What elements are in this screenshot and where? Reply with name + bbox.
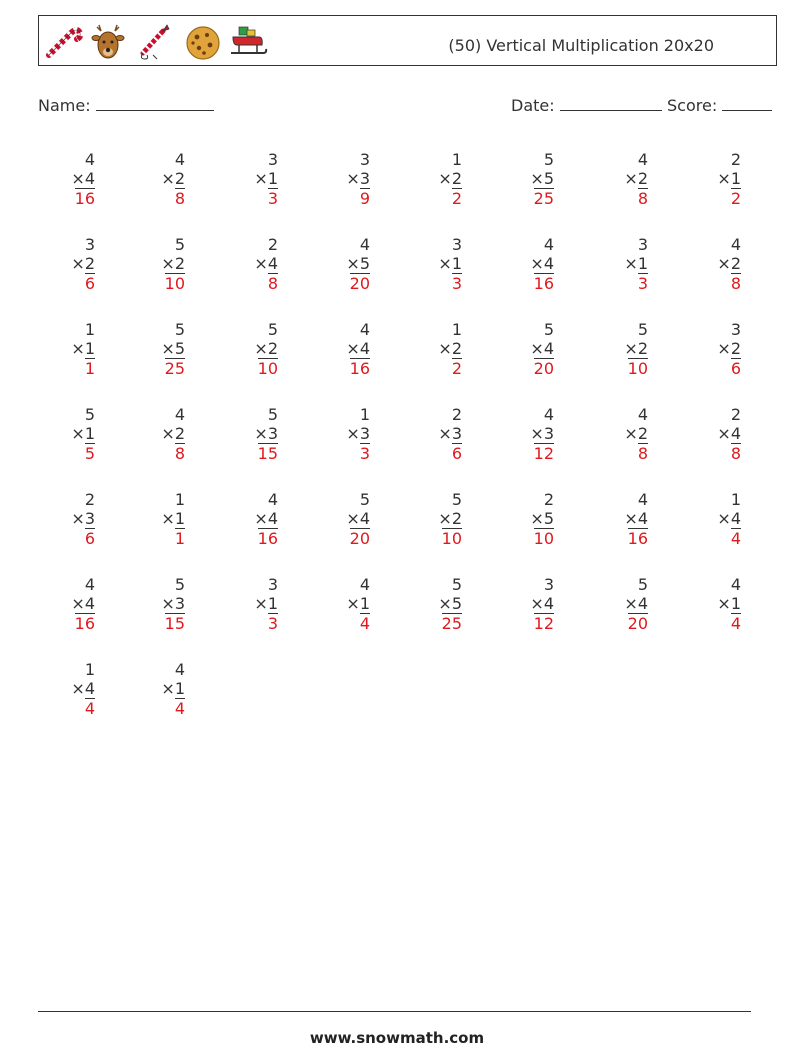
answer-wrap [228,188,278,208]
answer[interactable]: 4 [730,529,741,548]
problem-6 [504,150,554,208]
answer-wrap [412,273,462,293]
answer-wrap [45,613,95,633]
multiplier: ×5 [530,169,554,188]
multiplicand: 5 [451,575,462,594]
multiplier: ×2 [161,424,185,443]
problem-23 [598,320,648,378]
problem-38 [504,490,554,548]
answer-wrap [320,188,370,208]
problem-42 [135,575,185,633]
multiplier: ×1 [717,169,741,188]
answer[interactable]: 8 [730,274,741,293]
problem-15 [598,235,648,293]
answer[interactable]: 12 [533,444,554,463]
answer-wrap [598,273,648,293]
multiplicand: 2 [267,235,278,254]
multiplier: ×4 [624,594,648,613]
multiplicand: 2 [730,150,741,169]
problem-2 [135,150,185,208]
multiplicand: 4 [174,660,185,679]
problem-9 [45,235,95,293]
multiplicand: 1 [730,490,741,509]
answer[interactable]: 4 [730,614,741,633]
answer-wrap [504,528,554,548]
multiplicand: 5 [174,320,185,339]
answer-wrap [45,443,95,463]
multiplicand: 4 [359,575,370,594]
multiplier: ×1 [346,594,370,613]
problem-8 [691,150,741,208]
answer-wrap [691,188,741,208]
answer[interactable]: 4 [359,614,370,633]
answer-wrap [228,443,278,463]
problem-12 [320,235,370,293]
answer[interactable]: 10 [627,359,648,378]
answer-wrap [320,358,370,378]
answer[interactable]: 6 [730,359,741,378]
footer-divider [38,1011,751,1012]
multiplicand: 3 [637,235,648,254]
multiplier: ×1 [717,594,741,613]
multiplicand: 3 [359,150,370,169]
answer-wrap [228,358,278,378]
multiplier: ×4 [530,339,554,358]
answer[interactable]: 8 [637,189,648,208]
multiplicand: 5 [543,150,554,169]
answer[interactable]: 25 [441,614,462,633]
problem-1 [45,150,95,208]
answer-wrap [504,188,554,208]
multiplicand: 5 [84,405,95,424]
answer-wrap [412,188,462,208]
problem-45 [412,575,462,633]
answer[interactable]: 10 [441,529,462,548]
firework-rocket-icon [135,23,173,61]
answer-wrap [135,273,185,293]
score-blank[interactable] [722,93,772,111]
answer[interactable]: 20 [627,614,648,633]
multiplier: ×3 [71,509,95,528]
answer-wrap [135,528,185,548]
problem-32 [691,405,741,463]
multiplier: ×1 [438,254,462,273]
answer-wrap [135,188,185,208]
answer-wrap [598,188,648,208]
answer[interactable]: 20 [349,274,370,293]
multiplicand: 4 [730,575,741,594]
problem-14 [504,235,554,293]
answer[interactable]: 10 [164,274,185,293]
multiplier: ×2 [438,509,462,528]
multiplier: ×2 [624,424,648,443]
multiplicand: 5 [174,575,185,594]
multiplier: ×2 [624,339,648,358]
answer-wrap [598,443,648,463]
multiplicand: 1 [84,320,95,339]
answer[interactable]: 15 [164,614,185,633]
date-field[interactable] [511,93,662,115]
answer-wrap [412,358,462,378]
multiplicand: 2 [730,405,741,424]
answer-wrap [45,188,95,208]
answer[interactable]: 16 [533,274,554,293]
answer-wrap [504,273,554,293]
score-field[interactable] [667,93,772,115]
answer-wrap [412,443,462,463]
multiplicand: 3 [267,150,278,169]
multiplicand: 3 [84,235,95,254]
answer-wrap [598,358,648,378]
multiplier: ×3 [530,424,554,443]
answer[interactable]: 16 [74,189,95,208]
multiplier: ×2 [438,169,462,188]
multiplicand: 5 [451,490,462,509]
multiplier: ×2 [161,254,185,273]
multiplicand: 1 [451,320,462,339]
problem-37 [412,490,462,548]
answer-wrap [691,273,741,293]
footer-website: www.snowmath.com [309,1029,485,1047]
answer-wrap [691,613,741,633]
multiplier: ×4 [530,594,554,613]
multiplicand: 5 [359,490,370,509]
answer-wrap [135,443,185,463]
multiplier: ×3 [254,424,278,443]
problem-4 [320,150,370,208]
problem-33 [45,490,95,548]
name-field[interactable] [38,93,214,115]
answer[interactable]: 8 [267,274,278,293]
name-blank[interactable] [96,93,214,111]
answer[interactable]: 8 [637,444,648,463]
candy-cane-icon [43,23,83,61]
answer[interactable]: 2 [451,359,462,378]
answer[interactable]: 4 [84,699,95,718]
answer-wrap [320,613,370,633]
multiplier: ×1 [624,254,648,273]
problem-50 [135,660,185,718]
multiplicand: 4 [359,320,370,339]
problem-46 [504,575,554,633]
multiplicand: 3 [730,320,741,339]
answer[interactable]: 16 [627,529,648,548]
answer[interactable]: 3 [359,444,370,463]
answer-wrap [691,443,741,463]
answer[interactable]: 2 [451,189,462,208]
problem-16 [691,235,741,293]
answer-wrap [228,613,278,633]
multiplicand: 4 [174,150,185,169]
answer-wrap [504,358,554,378]
problem-48 [691,575,741,633]
multiplier: ×1 [71,424,95,443]
multiplicand: 1 [359,405,370,424]
multiplicand: 1 [174,490,185,509]
answer-wrap [691,358,741,378]
answer[interactable]: 4 [174,699,185,718]
multiplier: ×1 [161,509,185,528]
reindeer-icon [91,23,125,61]
answer[interactable]: 6 [84,529,95,548]
answer[interactable]: 16 [74,614,95,633]
problem-34 [135,490,185,548]
multiplier: ×5 [438,594,462,613]
problem-36 [320,490,370,548]
multiplier: ×4 [254,509,278,528]
multiplicand: 4 [267,490,278,509]
answer-wrap [135,698,185,718]
multiplicand: 4 [637,490,648,509]
multiplicand: 3 [267,575,278,594]
problem-39 [598,490,648,548]
answer[interactable]: 6 [451,444,462,463]
answer-wrap [320,273,370,293]
multiplicand: 2 [84,490,95,509]
multiplier: ×4 [254,254,278,273]
multiplier: ×5 [530,509,554,528]
problem-49 [45,660,95,718]
multiplier: ×4 [346,339,370,358]
answer[interactable]: 20 [533,359,554,378]
multiplicand: 4 [174,405,185,424]
problem-22 [504,320,554,378]
answer-wrap [412,528,462,548]
answer-wrap [598,528,648,548]
multiplier: ×4 [717,509,741,528]
multiplier: ×4 [71,594,95,613]
problem-40 [691,490,741,548]
multiplicand: 1 [451,150,462,169]
multiplicand: 3 [543,575,554,594]
answer[interactable]: 3 [267,614,278,633]
multiplicand: 4 [84,575,95,594]
problem-31 [598,405,648,463]
multiplier: ×4 [530,254,554,273]
answer-wrap [45,358,95,378]
multiplier: ×4 [71,169,95,188]
problem-3 [228,150,278,208]
problem-25 [45,405,95,463]
multiplicand: 1 [84,660,95,679]
multiplier: ×4 [71,679,95,698]
answer[interactable]: 3 [451,274,462,293]
answer[interactable]: 12 [533,614,554,633]
multiplicand: 4 [637,150,648,169]
multiplier: ×2 [624,169,648,188]
multiplier: ×3 [438,424,462,443]
problem-47 [598,575,648,633]
multiplier: ×4 [717,424,741,443]
answer-wrap [45,528,95,548]
multiplicand: 4 [730,235,741,254]
answer[interactable]: 15 [257,444,278,463]
multiplicand: 5 [637,575,648,594]
multiplier: ×3 [161,594,185,613]
multiplier: ×2 [438,339,462,358]
answer[interactable]: 9 [359,189,370,208]
answer-wrap [45,273,95,293]
answer[interactable]: 10 [257,359,278,378]
date-blank[interactable] [560,93,662,111]
answer-wrap [320,443,370,463]
problem-10 [135,235,185,293]
multiplicand: 2 [543,490,554,509]
answer-wrap [320,528,370,548]
multiplier: ×5 [346,254,370,273]
answer[interactable]: 3 [267,189,278,208]
multiplier: ×2 [717,339,741,358]
multiplicand: 5 [174,235,185,254]
multiplier: ×4 [624,509,648,528]
problem-44 [320,575,370,633]
problem-27 [228,405,278,463]
answer[interactable]: 25 [164,359,185,378]
answer-wrap [228,528,278,548]
answer-wrap [504,613,554,633]
name-label: Name: [38,96,91,115]
multiplier: ×1 [254,169,278,188]
multiplicand: 2 [451,405,462,424]
multiplier: ×1 [71,339,95,358]
problem-5 [412,150,462,208]
problem-11 [228,235,278,293]
answer-wrap [45,698,95,718]
answer[interactable]: 5 [84,444,95,463]
multiplicand: 5 [267,405,278,424]
problem-35 [228,490,278,548]
answer-wrap [135,613,185,633]
multiplier: ×5 [161,339,185,358]
answer-wrap [228,273,278,293]
multiplier: ×2 [71,254,95,273]
answer[interactable]: 8 [730,444,741,463]
multiplier: ×2 [254,339,278,358]
multiplicand: 4 [543,405,554,424]
answer-wrap [691,528,741,548]
multiplier: ×4 [346,509,370,528]
problem-7 [598,150,648,208]
sleigh-icon [229,23,269,61]
answer-wrap [412,613,462,633]
multiplier: ×3 [346,169,370,188]
score-label: Score: [667,96,718,115]
multiplicand: 5 [637,320,648,339]
answer[interactable]: 3 [637,274,648,293]
worksheet-header [38,15,777,66]
problem-28 [320,405,370,463]
multiplier: ×2 [161,169,185,188]
answer[interactable]: 8 [174,444,185,463]
answer-wrap [598,613,648,633]
problem-26 [135,405,185,463]
problem-43 [228,575,278,633]
problem-20 [320,320,370,378]
problem-19 [228,320,278,378]
answer-wrap [135,358,185,378]
multiplicand: 4 [543,235,554,254]
multiplier: ×1 [254,594,278,613]
problem-29 [412,405,462,463]
date-label: Date: [511,96,555,115]
cookie-icon [183,23,223,61]
answer[interactable]: 20 [349,529,370,548]
answer-wrap [504,443,554,463]
answer[interactable]: 8 [174,189,185,208]
multiplicand: 4 [84,150,95,169]
problem-18 [135,320,185,378]
problem-17 [45,320,95,378]
answer[interactable]: 16 [257,529,278,548]
problem-13 [412,235,462,293]
multiplicand: 3 [451,235,462,254]
multiplicand: 4 [359,235,370,254]
multiplier: ×2 [717,254,741,273]
page-title: (50) Vertical Multiplication 20x20 [448,36,714,55]
problem-30 [504,405,554,463]
answer[interactable]: 2 [730,189,741,208]
multiplicand: 5 [267,320,278,339]
multiplicand: 4 [637,405,648,424]
multiplicand: 5 [543,320,554,339]
problem-41 [45,575,95,633]
problem-21 [412,320,462,378]
answer[interactable]: 16 [349,359,370,378]
problem-24 [691,320,741,378]
multiplier: ×3 [346,424,370,443]
answer[interactable]: 25 [533,189,554,208]
answer[interactable]: 1 [84,359,95,378]
answer[interactable]: 10 [533,529,554,548]
answer[interactable]: 1 [174,529,185,548]
multiplier: ×1 [161,679,185,698]
answer[interactable]: 6 [84,274,95,293]
